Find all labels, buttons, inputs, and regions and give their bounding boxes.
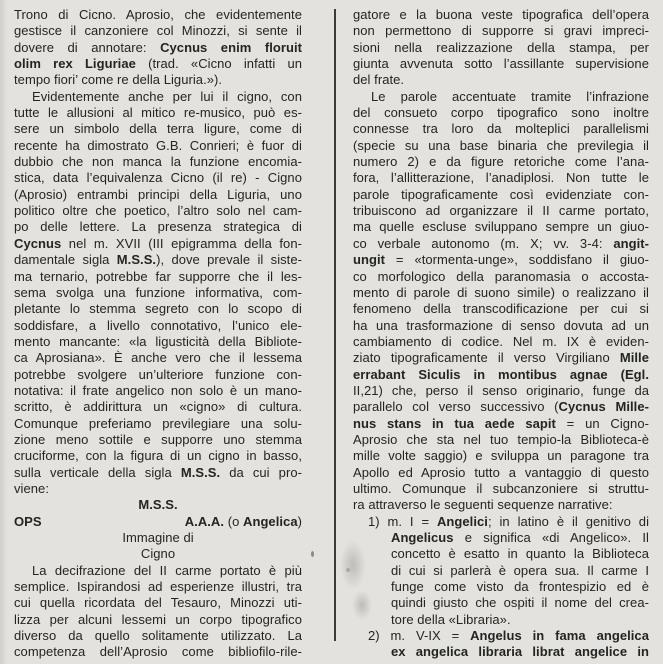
text-line bbox=[353, 170, 649, 186]
bold-text-run: A.A.A. bbox=[184, 513, 228, 529]
text-run: ), dove prevale il siste- bbox=[156, 252, 302, 268]
text-line bbox=[353, 154, 649, 170]
text-line bbox=[353, 40, 649, 56]
text-run: II,21) che, perso il senso originario, funge da bbox=[353, 382, 649, 398]
text-run: 1) m. I = bbox=[368, 513, 437, 529]
text-run: competenza dell’Aprosio come bibliofilo-rile- bbox=[14, 644, 302, 660]
text-run: ma ternario, potrebbe far supporre che il les- bbox=[14, 268, 302, 284]
text-run: ; in latino è il genitivo di bbox=[487, 513, 650, 529]
text-line bbox=[14, 579, 302, 595]
text-run: recente ha dimostrato G.B. Conrieri; è fuor di bbox=[14, 137, 302, 153]
text-run: giunta avvenuta sotto l’assillante supervisione bbox=[353, 56, 649, 72]
text-line bbox=[14, 644, 302, 660]
text-run: del frate. bbox=[353, 72, 405, 88]
text-run: (Aprosio) entrambi principi della Liguria, uno bbox=[14, 186, 302, 202]
text-run: quindi giusto che ospiti il nome del crea- bbox=[391, 595, 649, 611]
text-run: tutte le allusioni al mitico re-musico, può es- bbox=[14, 105, 302, 121]
text-line bbox=[14, 367, 302, 383]
text-line bbox=[371, 89, 649, 105]
text-run: dovere di annotare: bbox=[14, 39, 161, 55]
scan-speck bbox=[346, 568, 350, 572]
text-run: cambiamento di codice. Nel m. IX è eviden- bbox=[353, 333, 649, 349]
text-line bbox=[14, 187, 302, 203]
text-line bbox=[14, 448, 302, 464]
text-run: mento di parole di suono simile) o realizzano il bbox=[353, 284, 649, 300]
text-line bbox=[14, 105, 302, 121]
text-run: ma quelle escluse sviluppano sempre un giuo- bbox=[353, 219, 649, 235]
text-run: ha una trasformazione di senso dovuta ad un bbox=[353, 317, 649, 333]
text-line bbox=[353, 56, 649, 72]
text-run: potrebbe svolgere un’ulteriore funzione con- bbox=[14, 366, 302, 382]
bold-text-run: nus stans in tua aede sapit bbox=[353, 415, 556, 431]
text-run: ca Aprosiana». È anche vero che il lessema bbox=[14, 350, 302, 366]
text-run: funge come visto da frontespizio ed è bbox=[391, 579, 649, 595]
text-line bbox=[14, 383, 302, 399]
text-run: stica, data l’equivalenza Cicno (il re) - Cigno bbox=[14, 170, 302, 186]
text-run: pletante lo stemma segreto con lo scopo di bbox=[14, 301, 302, 317]
text-line bbox=[14, 399, 302, 415]
text-line bbox=[14, 432, 302, 448]
bold-text-run: ungit bbox=[353, 252, 386, 268]
text-line bbox=[391, 546, 649, 562]
text-run: tribuiscono ad organizzare il II carme portato, bbox=[353, 203, 649, 219]
text-line bbox=[353, 481, 649, 497]
text-run: parole tipograficamente così evidenziate con- bbox=[353, 186, 649, 202]
text-line bbox=[353, 350, 649, 366]
text-run: La decifrazione del II carme portato è più bbox=[32, 562, 302, 578]
text-run: ) bbox=[297, 513, 302, 529]
bold-text-run: errabant Siculis in montibus agnae (Egl. bbox=[353, 366, 649, 382]
bold-text-run: ex angelica libraria librat angelice in bbox=[391, 644, 649, 660]
text-line bbox=[353, 138, 649, 154]
text-run: Comunque preferiamo previlegiare una solu- bbox=[14, 415, 302, 431]
text-line bbox=[14, 497, 302, 513]
text-run: semplice. Ispirandosi ad esperienze illustri, tra bbox=[14, 579, 302, 595]
text-run: di cui si parlerà è opera sua. Il carme I bbox=[391, 562, 649, 578]
text-run: co morfologico della paranomasia o accosta- bbox=[353, 268, 649, 284]
text-line bbox=[353, 23, 649, 39]
split-line-right bbox=[185, 514, 302, 530]
text-run: fenomeno della transcodificazione per cui si bbox=[353, 301, 649, 317]
text-run: damentale sigla bbox=[14, 252, 117, 268]
text-run: sulla verticale della sigla bbox=[14, 464, 181, 480]
text-line bbox=[14, 7, 302, 23]
text-line bbox=[353, 236, 649, 252]
text-line bbox=[14, 138, 302, 154]
text-line bbox=[353, 219, 649, 235]
text-line bbox=[353, 105, 649, 121]
scan-edge-shadow bbox=[0, 0, 7, 664]
text-run: mento mancante: «la ligusticità della Bibliote- bbox=[14, 333, 302, 349]
bold-text-run: M.S.S. bbox=[138, 497, 178, 513]
text-line bbox=[14, 612, 302, 628]
bold-text-run: M.S.S. bbox=[116, 252, 157, 268]
text-line bbox=[14, 334, 302, 350]
bold-text-run: Angelus in fama angelica bbox=[470, 628, 649, 644]
text-line bbox=[353, 416, 649, 432]
text-line bbox=[14, 269, 302, 285]
text-line bbox=[14, 252, 302, 268]
text-line bbox=[353, 367, 649, 383]
text-line bbox=[14, 530, 302, 546]
text-line bbox=[353, 448, 649, 464]
text-run: scritto, è addirittura un «cigno» di cultura. bbox=[14, 399, 302, 415]
text-line bbox=[353, 334, 649, 350]
text-line bbox=[14, 121, 302, 137]
bold-text-run: Angelica bbox=[243, 513, 298, 529]
text-run: Aprosio che sta nel tuo tempio-la Biblioteca-è bbox=[353, 431, 649, 447]
text-run: connesse tra loro da molteplici parallelismi bbox=[353, 121, 649, 137]
text-run: tempo fiori’ come re della Liguria.»). bbox=[14, 72, 223, 88]
text-run: Cigno bbox=[140, 546, 176, 562]
text-run: Apollo ed Aprosio tutto a vantaggio di questo bbox=[353, 464, 649, 480]
scan-smudge bbox=[340, 540, 366, 590]
bold-text-run: Mille bbox=[619, 350, 649, 366]
text-line bbox=[14, 154, 302, 170]
bold-text-run: Angelici bbox=[436, 513, 488, 529]
text-line bbox=[14, 40, 302, 56]
text-run: diverso da quello solitamente utilizzato. La bbox=[14, 628, 302, 644]
text-run: notativa: il frate angelico non solo è un mano- bbox=[14, 382, 302, 398]
text-line bbox=[14, 318, 302, 334]
text-line bbox=[353, 285, 649, 301]
text-run: concetto è esatto in quanto la Biblioteca bbox=[391, 546, 649, 562]
column-divider-rule bbox=[334, 9, 336, 641]
text-run: co verbale autonomo (m. X; vv. 3-4: bbox=[353, 235, 614, 251]
text-line bbox=[353, 187, 649, 203]
text-line bbox=[391, 579, 649, 595]
scan-smudge bbox=[352, 590, 372, 620]
bold-text-run: olim rex Liguriae bbox=[14, 56, 149, 72]
scan-speck bbox=[311, 551, 314, 557]
split-line-left bbox=[14, 514, 42, 530]
text-line bbox=[14, 170, 302, 186]
text-line bbox=[353, 7, 649, 23]
text-line bbox=[14, 546, 302, 562]
text-line bbox=[353, 72, 649, 88]
text-line bbox=[14, 203, 302, 219]
text-run: = un Cigno- bbox=[555, 415, 649, 431]
text-run: numero 2) e da figure retoriche come l’ana- bbox=[353, 154, 649, 170]
text-line bbox=[14, 350, 302, 366]
text-line bbox=[32, 563, 302, 579]
text-line bbox=[391, 595, 649, 611]
bold-text-run: Cycnus Mille- bbox=[558, 399, 649, 415]
text-line bbox=[368, 628, 649, 644]
text-run: Evidentemente anche per lui il cigno, con bbox=[32, 88, 302, 104]
text-run: Trono di Cicno. Aprosio, che evidentemente bbox=[14, 7, 302, 22]
bold-text-run: angit- bbox=[613, 235, 649, 251]
text-run: (trad. «Cicno infatti un bbox=[148, 56, 303, 72]
left-text-column bbox=[14, 7, 302, 661]
text-line bbox=[14, 481, 302, 497]
text-line bbox=[14, 56, 302, 72]
text-line bbox=[353, 497, 649, 513]
text-run: sema svolga una funzione informativa, com- bbox=[14, 284, 302, 300]
text-run: Immagine di bbox=[122, 530, 194, 545]
text-run: po delle lettere. La presenza strategica di bbox=[14, 219, 302, 235]
text-line bbox=[353, 318, 649, 334]
bold-text-run: OPS bbox=[14, 513, 42, 529]
text-run: sere un simbolo della terra ligure, come di bbox=[14, 121, 302, 137]
text-run: soddisfare, a livello connotativo, l’unico ele- bbox=[14, 317, 302, 333]
text-line bbox=[32, 89, 302, 105]
text-line bbox=[14, 416, 302, 432]
bold-text-run: M.S.S. bbox=[180, 464, 221, 480]
text-run: = «tormenta-unge», soddisfano il giuo- bbox=[385, 252, 649, 268]
text-line bbox=[14, 236, 302, 252]
text-run: non permettono di supporre si gravi impreci- bbox=[353, 23, 649, 39]
text-line bbox=[368, 514, 649, 530]
text-run: viene: bbox=[14, 480, 49, 496]
text-line bbox=[391, 563, 649, 579]
text-run: gatore e la buona veste tipografica dell’opera bbox=[353, 7, 649, 22]
text-line bbox=[14, 465, 302, 481]
text-run: (o bbox=[227, 513, 244, 529]
text-line bbox=[353, 432, 649, 448]
text-line bbox=[14, 628, 302, 644]
text-run: nel m. XVII (III epigramma della fon- bbox=[61, 235, 302, 251]
text-line bbox=[353, 465, 649, 481]
text-line bbox=[353, 203, 649, 219]
text-run: Le parole accentuate tramite l’infrazione bbox=[371, 88, 649, 104]
right-text-column bbox=[353, 7, 649, 661]
text-run: mille volte saggio) e sviluppa un paragone tra bbox=[353, 448, 649, 464]
text-run: ultimo. Comunque il subcanzoniere si struttu- bbox=[353, 480, 649, 496]
text-line bbox=[353, 121, 649, 137]
text-run: ra attraverso le seguenti sequenze narrative: bbox=[353, 497, 613, 513]
text-line bbox=[14, 285, 302, 301]
text-line bbox=[14, 23, 302, 39]
bold-text-run: Cycnus enim floruit bbox=[160, 39, 302, 55]
text-run: fora, l’allitterazione, l’anadiplosi. Non tutte le bbox=[353, 170, 649, 186]
text-run: sioni nella realizzazione della stampa, per bbox=[353, 39, 649, 55]
text-line bbox=[14, 595, 302, 611]
text-line bbox=[353, 252, 649, 268]
text-line bbox=[14, 219, 302, 235]
text-line bbox=[391, 644, 649, 660]
text-run: zione meno sottile e supporre uno stemma bbox=[14, 431, 302, 447]
text-run: da cui pro- bbox=[220, 464, 302, 480]
text-line bbox=[14, 72, 302, 88]
text-run: cruciforme, con la figura di un cigno in basso, bbox=[14, 448, 302, 464]
text-run: cui quella ricordata del Tesauro, Minozzi uti- bbox=[14, 595, 302, 611]
text-run: e significa «di Angelico». Il bbox=[453, 530, 649, 545]
text-line bbox=[14, 301, 302, 317]
text-line bbox=[353, 399, 649, 415]
text-run: del consueto corpo tipografico sono inoltre bbox=[353, 105, 649, 121]
text-run: gestisce il canzoniere col Minozzi, si sente il bbox=[14, 23, 302, 39]
text-line bbox=[391, 612, 649, 628]
text-line bbox=[353, 301, 649, 317]
text-line bbox=[353, 269, 649, 285]
text-run: (specie su una base binaria che previlegia il bbox=[353, 137, 649, 153]
bold-text-run: Angelicus bbox=[391, 530, 454, 545]
text-line bbox=[353, 383, 649, 399]
text-run: dubbio che non manca la funzione encomia- bbox=[14, 154, 302, 170]
text-run: 2) m. V-IX = bbox=[368, 628, 471, 644]
text-run: ziato tipograficamente il verso Virgiliano bbox=[353, 350, 620, 366]
text-line bbox=[14, 514, 302, 530]
text-run: parallelo col verso successivo ( bbox=[353, 399, 559, 415]
text-run: tore della «Libraria». bbox=[391, 611, 511, 627]
bold-text-run: Cycnus bbox=[14, 235, 62, 251]
text-line bbox=[391, 530, 649, 546]
text-run: politico oltre che poetico, l’altro solo nel cam- bbox=[14, 203, 302, 219]
text-run: lizza per alcuni lessemi un corpo tipografico bbox=[14, 611, 302, 627]
